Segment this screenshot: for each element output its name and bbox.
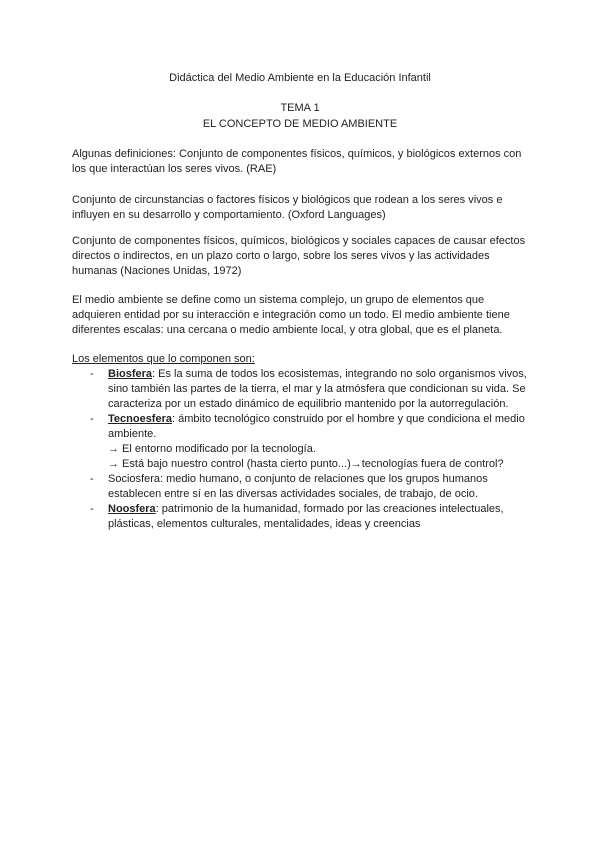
list-item-biosfera <box>88 367 528 412</box>
term-noosfera: Noosfera <box>108 503 156 515</box>
bullet-dash: - <box>90 503 94 515</box>
topic-title: EL CONCEPTO DE MEDIO AMBIENTE <box>202 118 398 130</box>
item-text: Sociosfera: medio humano, o conjunto de relaciones que los grupos humanos establecen entre sí en las diversas actividades sociales, de trabajo, de ocio. <box>108 473 488 500</box>
sub-point-control: → Está bajo nuestro control (hasta cierto punto...)→tecnologías fuera de control? <box>108 458 504 470</box>
item-text: : ámbito tecnológico construido por el hombre y que condiciona el medio ambiente. <box>108 413 525 440</box>
item-text: : patrimonio de la humanidad, formado por las creaciones intelectuales, plásticas, elementos culturales, mentalidades, ideas y creencias <box>108 503 504 530</box>
list-item-noosfera <box>88 502 528 532</box>
paragraph-oxford: Conjunto de circunstancias o factores físicos y biológicos que rodean a los seres vivos e influyen en su desarrollo y comportamiento. (Oxford Languages) <box>72 194 503 221</box>
list-item-sociosfera <box>88 472 528 502</box>
document-header: Didáctica del Medio Ambiente en la Educación Infantil <box>169 72 431 84</box>
paragraph-definitions: Algunas definiciones: Conjunto de componentes físicos, químicos, y biológicos externos con los que interactúan los seres vivos. (RAE) <box>72 148 522 175</box>
bullet-dash: - <box>90 368 94 380</box>
paragraph-un: Conjunto de componentes físicos, químicos, biológicos y sociales capaces de causar efectos directos o indirectos, en un plazo corto o largo, sobre los seres vivos y las actividades humanas (Naciones Unidas, 1972) <box>72 235 526 277</box>
term-biosfera: Biosfera <box>108 368 153 380</box>
topic-number: TEMA 1 <box>280 102 320 114</box>
term-tecnoesfera: Tecnoesfera <box>108 413 172 425</box>
list-heading: Los elementos que lo componen son: <box>72 353 255 365</box>
elements-list <box>88 367 528 532</box>
bullet-dash: - <box>90 473 94 485</box>
sub-point-entorno: → El entorno modificado por la tecnología. <box>108 443 316 455</box>
item-text: : Es la suma de todos los ecosistemas, integrando no solo organismos vivos, sino también las partes de la tierra, el mar y la atmósfera que condicionan su vida. Se caracteriza por un estado dinámico de equilibrio mantenido por la autorregulación. <box>108 368 527 410</box>
bullet-dash: - <box>90 413 94 425</box>
list-item-tecnoesfera <box>88 412 528 472</box>
paragraph-system: El medio ambiente se define como un sistema complejo, un grupo de elementos que adquieren entidad por su interacción e integración como un todo. El medio ambiente tiene diferentes escalas: una cercana o medio ambiente local, y otra global, que es el planeta. <box>72 294 510 336</box>
